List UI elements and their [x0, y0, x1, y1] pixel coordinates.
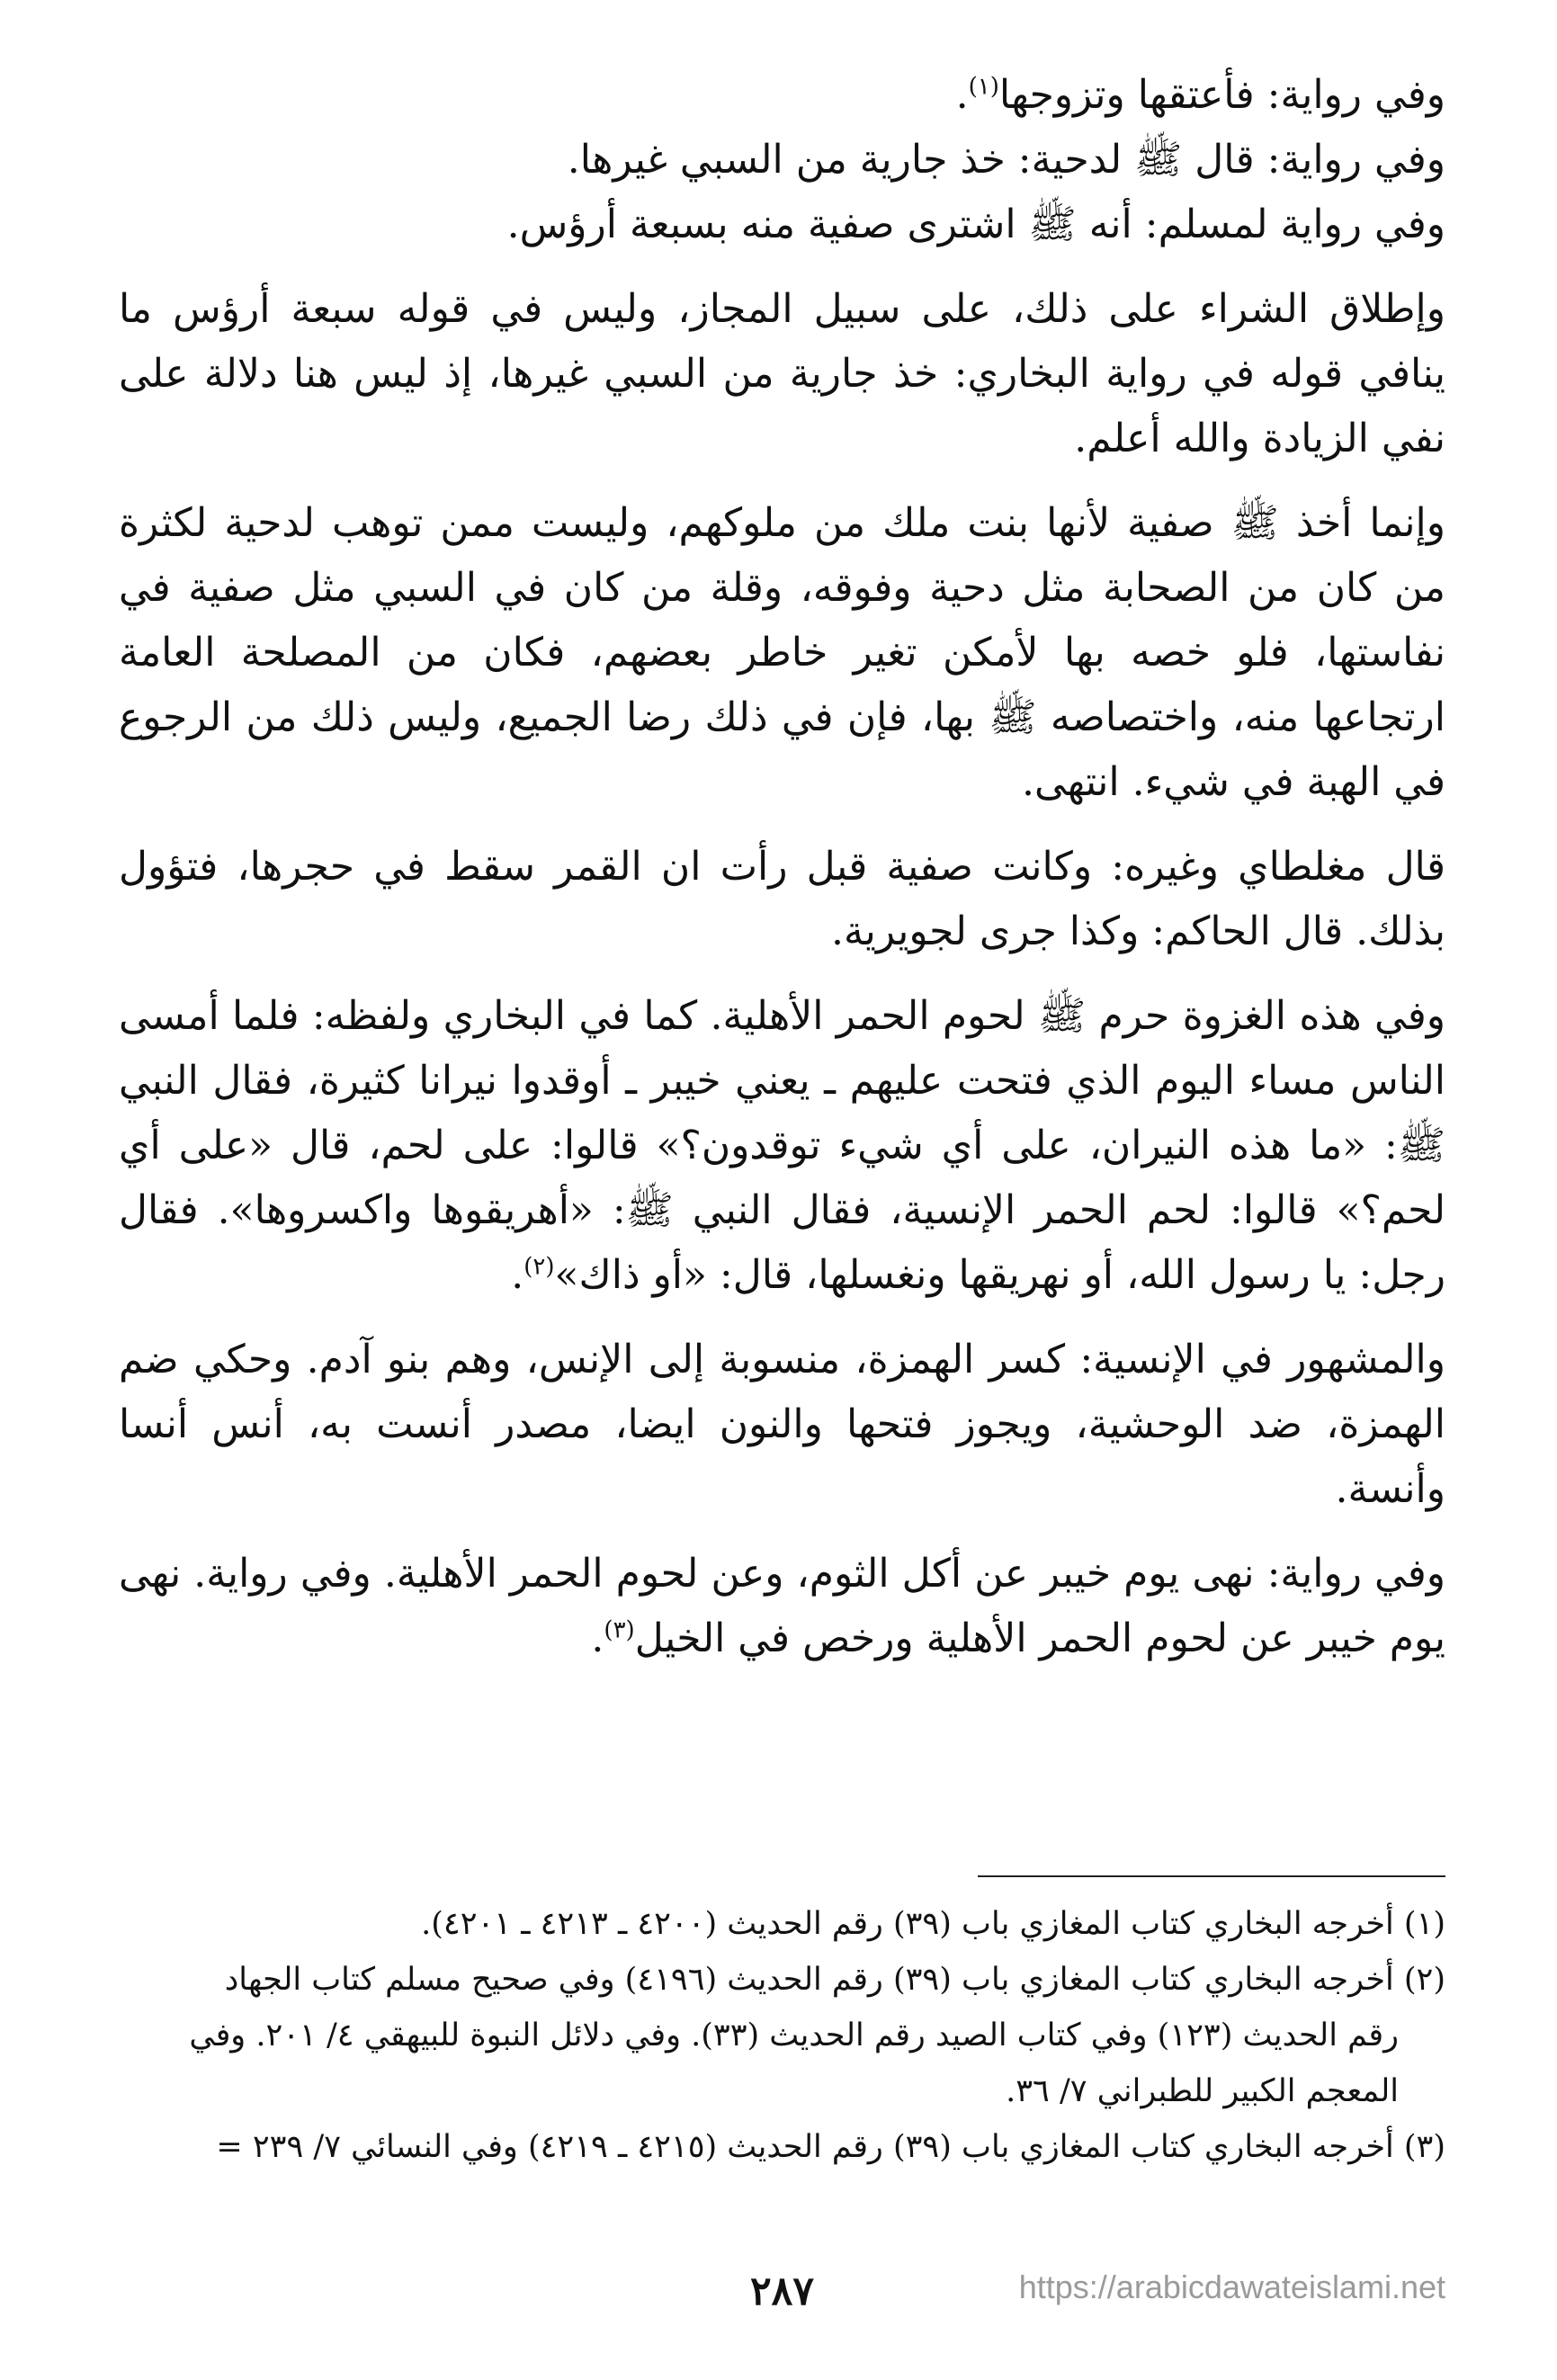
footnote-line: رقم الحديث (١٢٣) وفي كتاب الصيد رقم الحديث (٣٣). وفي دلائل النبوة للبيهقي ٤/ ٢٠١. وفي: [189, 2018, 1399, 2053]
footnote-ref-1[interactable]: (١): [968, 73, 999, 101]
paragraph-4: قال مغلطاي وغيره: وكانت صفية قبل رأت ان القمر سقط في حجرها، فتؤول بذلك. قال الحاكم: وكذا جرى لجويرية.: [119, 844, 1445, 954]
footnote-divider: [978, 1875, 1445, 1877]
paragraph-3: وإنما أخذ ﷺ صفية لأنها بنت ملك من ملوكهم، وليست ممن توهب لدحية لكثرة من كان من الصحابة مثل دحية وفوقه، وقلة من كان في السبي مثل صفية في نفاستها، فلو خصه بها لأمكن تغير خاطر بعضهم، فكان من المصلحة العامة ارتجاعها منه، واختصاصه ﷺ بها، فإن في ذلك رضا الجميع، وليس ذلك من الرجوع في الهبة في شيء. انتهى.: [119, 500, 1445, 805]
footnote-ref-2[interactable]: (٢): [523, 1253, 555, 1281]
main-text: [119, 63, 1445, 1671]
text-span: وفي رواية: فأعتقها وتزوجها: [998, 72, 1445, 118]
page-number: ٢٨٧: [750, 2268, 814, 2314]
text-line: وفي رواية لمسلم: أنه ﷺ اشترى صفية منه بسبعة أرؤس.: [506, 201, 1445, 247]
footnote-3: (٣) أخرجه البخاري كتاب المغازي باب (٣٩) رقم الحديث (٤٢١٥ ـ ٤٢١٩) وفي النسائي ٧/ ٢٣٩ =: [216, 2129, 1445, 2165]
footnote-line: (٢) أخرجه البخاري كتاب المغازي باب (٣٩) رقم الحديث (٤١٩٦) وفي صحيح مسلم كتاب الجهاد: [224, 1962, 1445, 1998]
paragraph-7: [119, 1542, 1445, 1671]
watermark-url: https://arabicdawateislami.net: [1018, 2268, 1445, 2305]
paragraph-1: [119, 63, 1445, 257]
text-span: .: [591, 1615, 604, 1661]
text-span: .: [511, 1252, 524, 1298]
footnote-1: (١) أخرجه البخاري كتاب المغازي باب (٣٩) رقم الحديث (٤٢٠٠ ـ ٤٢١٣ ـ ٤٢٠١).: [421, 1906, 1445, 1942]
paragraph-2: وإطلاق الشراء على ذلك، على سبيل المجاز، وليس في قوله سبعة أرؤس ما ينافي قوله في رواية البخاري: خذ جارية من السبي غيرها، إذ ليس هنا دلالة على نفي الزيادة والله أعلم.: [119, 286, 1445, 461]
paragraph-6: والمشهور في الإنسية: كسر الهمزة، منسوبة إلى الإنس، وهم بنو آدم. وحكي ضم الهمزة، ضد الوحشية، ويجوز فتحها والنون ايضا، مصدر أنست به، أنس أنسا وأنسة.: [119, 1337, 1445, 1512]
page: [119, 63, 1445, 2330]
text-span: وفي رواية: نهى يوم خيبر عن أكل الثوم، وعن لحوم الحمر الأهلية. وفي رواية. نهى يوم خيبر عن لحوم الحمر الأهلية ورخص في الخيل: [119, 1551, 1445, 1661]
footnote-2: [119, 1952, 1445, 2119]
footnotes: [119, 1896, 1445, 2175]
text-line: [119, 63, 1445, 128]
text-span: وفي هذه الغزوة حرم ﷺ لحوم الحمر الأهلية. كما في البخاري ولفظه: فلما أمسى الناس مساء اليوم الذي فتحت عليهم ـ يعني خيبر ـ أوقدوا نيرانا كثيرة، فقال النبي ﷺ: «ما هذه النيران، على أي شيء توقدون؟» قالوا: على لحم، قال «على أي لحم؟» قالوا: لحم الحمر الإنسية، فقال النبي ﷺ: «أهريقوها واكسروها». فقال رجل: يا رسول الله، أو نهريقها ونغسلها، قال: «أو ذاك»: [119, 993, 1445, 1298]
paragraph-5: [119, 984, 1445, 1308]
text-span: .: [955, 72, 969, 118]
footnote-line: المعجم الكبير للطبراني ٧/ ٣٦.: [1006, 2073, 1399, 2109]
text-line: وفي رواية: قال ﷺ لدحية: خذ جارية من السبي غيرها.: [567, 137, 1445, 183]
footnote-ref-3[interactable]: (٣): [604, 1616, 635, 1644]
